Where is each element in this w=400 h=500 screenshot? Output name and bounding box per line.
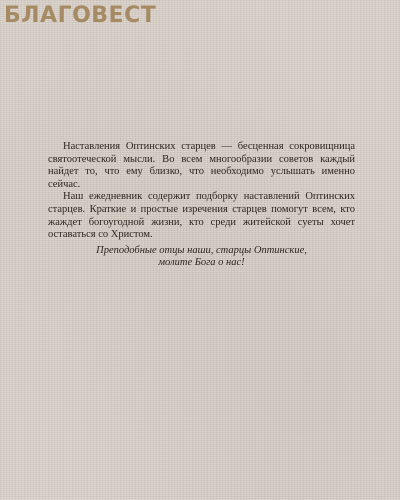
intro-paragraph: Наставления Оптинских старцев — бесценная сокровищница святоотеческой мысли. Во всем многообразии советов каждый найдет то, что ему близко, что необходимо услышать именно сейчас. [48,141,355,190]
closing-prayer-line: молите Бога о нас! [158,257,245,269]
closing-prayer-line: Преподобные отцы наши, старцы Оптинские, [96,244,307,256]
intro-paragraph: Наш ежедневник содержит подборку наставлений Оптинских старцев. Краткие и простые изречения старцев помогут всем, кто жаждет богоугодной жизни, кто среди житейской суеты хочет оставаться со Христом. [48,191,355,241]
publisher-logo: БЛАГОВЕСТ [4,3,157,28]
closing-prayer [48,245,355,270]
intro-text-block [48,141,355,270]
